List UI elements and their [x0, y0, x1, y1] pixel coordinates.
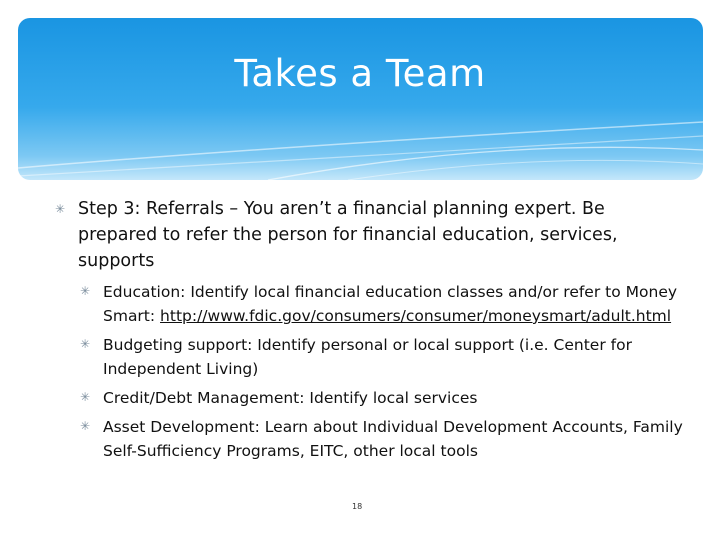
asterisk-bullet-icon: ✳ [80, 390, 91, 404]
slide-content [55, 196, 685, 468]
main-bullet [55, 196, 685, 274]
moneysmart-link[interactable]: http://www.fdic.gov/consumers/consumer/moneysmart/adult.html [160, 307, 672, 325]
sub-bullet-budgeting [80, 333, 685, 381]
asterisk-bullet-icon: ✳ [80, 419, 91, 433]
asterisk-bullet-icon: ✳ [80, 284, 91, 298]
banner-swoosh-graphic [18, 18, 703, 180]
sub-bullet-credit-debt [80, 386, 685, 410]
sub-bullet-text: Education: Identify local financial education classes and/or refer to Money Smart: [103, 283, 678, 325]
asterisk-bullet-icon: ✳ [80, 337, 91, 351]
sub-bullet-text: Asset Development: Learn about Individual Development Accounts, Family Self-Sufficiency Programs, EITC, other local tools [103, 418, 683, 460]
sub-bullet-education [80, 280, 685, 328]
sub-bullet-asset-development [80, 415, 685, 463]
sub-bullet-text: Credit/Debt Management: Identify local services [103, 389, 478, 407]
page-number: 18 [352, 502, 363, 511]
slide-title: Takes a Team [234, 52, 486, 95]
sub-bullet-text: Budgeting support: Identify personal or local support (i.e. Center for Independent Living) [103, 336, 632, 378]
asterisk-bullet-icon: ✳ [55, 202, 66, 216]
title-banner [18, 18, 703, 180]
main-bullet-text: Step 3: Referrals – You aren’t a financial planning expert. Be prepared to refer the person for financial education, services, supports [78, 199, 618, 271]
